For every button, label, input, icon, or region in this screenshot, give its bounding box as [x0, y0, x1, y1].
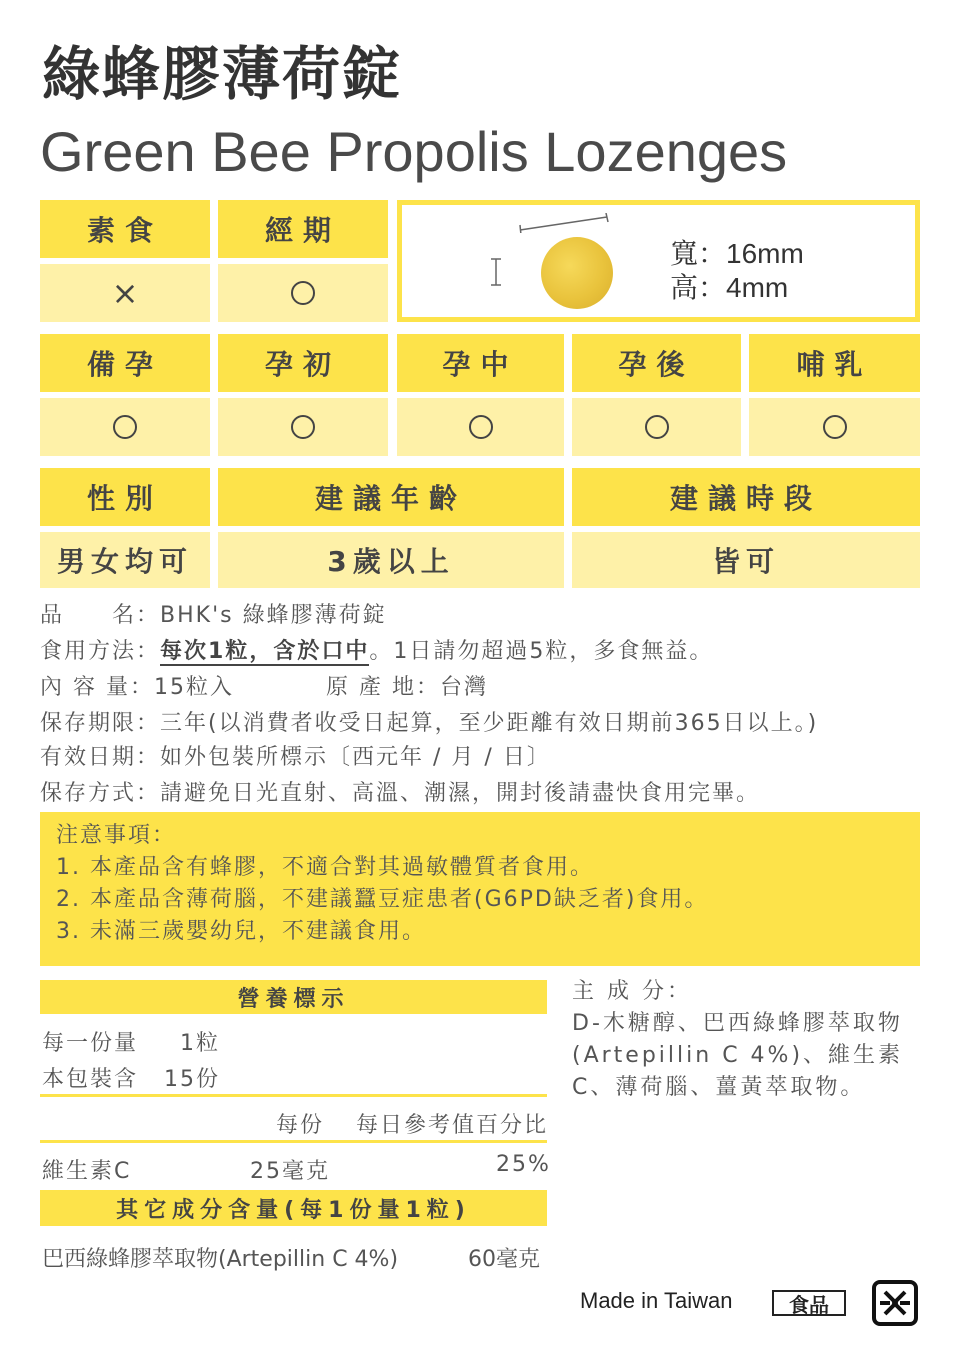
- serving-value: 1粒: [180, 1031, 220, 1056]
- info-storage-row: [40, 776, 760, 807]
- food-tag: 食品: [772, 1290, 846, 1316]
- info-content-label: 內 容 量：: [40, 675, 154, 700]
- circle-mark-icon: [113, 415, 137, 439]
- mid-pregnancy-value: [397, 398, 564, 456]
- col-daily-value: 每日參考值百分比: [356, 1113, 549, 1138]
- width-dimension-icon: [517, 213, 613, 233]
- size-height: 高：4mm: [670, 272, 789, 303]
- time-label: 建議時段: [572, 468, 920, 526]
- time-value: 皆可: [572, 532, 920, 588]
- divider: [40, 1140, 547, 1143]
- circle-mark-icon: [291, 281, 315, 305]
- info-usage-row: [40, 634, 713, 665]
- info-origin-label: 原 產 地：: [326, 675, 440, 700]
- info-expiry-value: 如外包裝所標示〔西元年 / 月 / 日〕: [160, 745, 551, 770]
- info-shelf-value: 三年(以消費者收受日起算，至少距離有效日期前365日以上。): [160, 711, 819, 736]
- pre-pregnancy-label: 備孕: [40, 334, 210, 392]
- size-width: 寬：16mm: [670, 238, 804, 269]
- early-pregnancy-label: 孕初: [218, 334, 388, 392]
- info-shelf-row: [40, 706, 818, 737]
- notice-title: 注意事項：: [56, 823, 177, 848]
- info-name-row: [40, 598, 387, 629]
- gender-value: 男女均可: [40, 532, 210, 588]
- vitc-percent: 25%: [496, 1152, 551, 1177]
- col-per-serving: 每份: [276, 1113, 325, 1138]
- made-in-taiwan: Made in Taiwan: [580, 1288, 733, 1313]
- divider: [40, 1094, 547, 1097]
- info-usage-label: 食用方法：: [40, 639, 161, 664]
- early-pregnancy-value: [218, 398, 388, 456]
- circle-mark-icon: [823, 415, 847, 439]
- circle-mark-icon: [291, 415, 315, 439]
- menstrual-value: [218, 264, 388, 322]
- notice-item: 2. 本產品含薄荷腦，不建議蠶豆症患者(G6PD缺乏者)食用。: [56, 887, 709, 912]
- circle-mark-icon: [645, 415, 669, 439]
- info-usage-emphasis: 每次1粒，含於口中: [160, 639, 370, 664]
- info-shelf-label: 保存期限：: [40, 711, 161, 736]
- gender-label: 性別: [40, 468, 210, 526]
- vegetarian-label: 素食: [40, 200, 210, 258]
- propolis-name: 巴西綠蜂膠萃取物(Artepillin C 4%): [42, 1247, 399, 1272]
- vegetarian-value: ×: [40, 264, 210, 322]
- age-label: 建議年齡: [218, 468, 564, 526]
- info-content-value: 15粒入: [154, 675, 234, 700]
- nutrition-title: 營養標示: [40, 980, 547, 1014]
- info-name-label: 品 名：: [40, 603, 161, 628]
- info-storage-value: 請避免日光直射、高溫、潮濕，開封後請盡快食用完畢。: [160, 781, 761, 806]
- circle-mark-icon: [469, 415, 493, 439]
- info-origin-value: 台灣: [440, 675, 489, 700]
- age-value: 3歲以上: [218, 532, 564, 588]
- serving-label: 每一份量: [42, 1031, 139, 1056]
- info-origin-row: [326, 670, 488, 701]
- info-expiry-row: [40, 740, 551, 771]
- late-pregnancy-value: [572, 398, 741, 456]
- info-storage-label: 保存方式：: [40, 781, 161, 806]
- mid-pregnancy-label: 孕中: [397, 334, 564, 392]
- late-pregnancy-label: 孕後: [572, 334, 741, 392]
- tablet-size-box: [397, 200, 920, 322]
- info-expiry-label: 有效日期：: [40, 745, 161, 770]
- vitc-name: 維生素C: [42, 1159, 132, 1184]
- ingredients-block: [572, 976, 932, 1104]
- product-title-en: Green Bee Propolis Lozenges: [40, 120, 788, 183]
- breastfeeding-label: 哺乳: [749, 334, 920, 392]
- tablet-image: [541, 237, 613, 309]
- per-pack-value: 15份: [164, 1067, 220, 1092]
- info-usage-rest: 。1日請勿超過5粒，多食無益。: [369, 639, 714, 664]
- pre-pregnancy-value: [40, 398, 210, 456]
- ingredients-title: 主 成 分：: [572, 979, 692, 1004]
- ingredients-text: D-木糖醇、巴西綠蜂膠萃取物(Artepillin C 4%)、維生素C、薄荷腦、薑黃萃取物。: [572, 1011, 904, 1100]
- notice-box: [40, 812, 920, 966]
- notice-item: 3. 未滿三歲嬰幼兒，不建議食用。: [56, 919, 426, 944]
- per-pack-label: 本包裝含: [42, 1067, 139, 1092]
- product-title-zh: 綠蜂膠薄荷錠: [42, 40, 403, 108]
- propolis-amount: 60毫克: [468, 1247, 540, 1272]
- size-text: [670, 237, 804, 305]
- other-ingredients-title: 其它成分含量(每1份量1粒): [40, 1190, 547, 1226]
- notice-item: 1. 本產品含有蜂膠，不適合對其過敏體質者食用。: [56, 855, 594, 880]
- vitc-amount: 25毫克: [250, 1159, 330, 1184]
- info-content-row: [40, 670, 234, 701]
- recycle-icon: [872, 1280, 918, 1326]
- info-name-value: BHK's 綠蜂膠薄荷錠: [160, 603, 387, 628]
- breastfeeding-value: [749, 398, 920, 456]
- menstrual-label: 經期: [218, 200, 388, 258]
- height-dimension-icon: [490, 257, 502, 287]
